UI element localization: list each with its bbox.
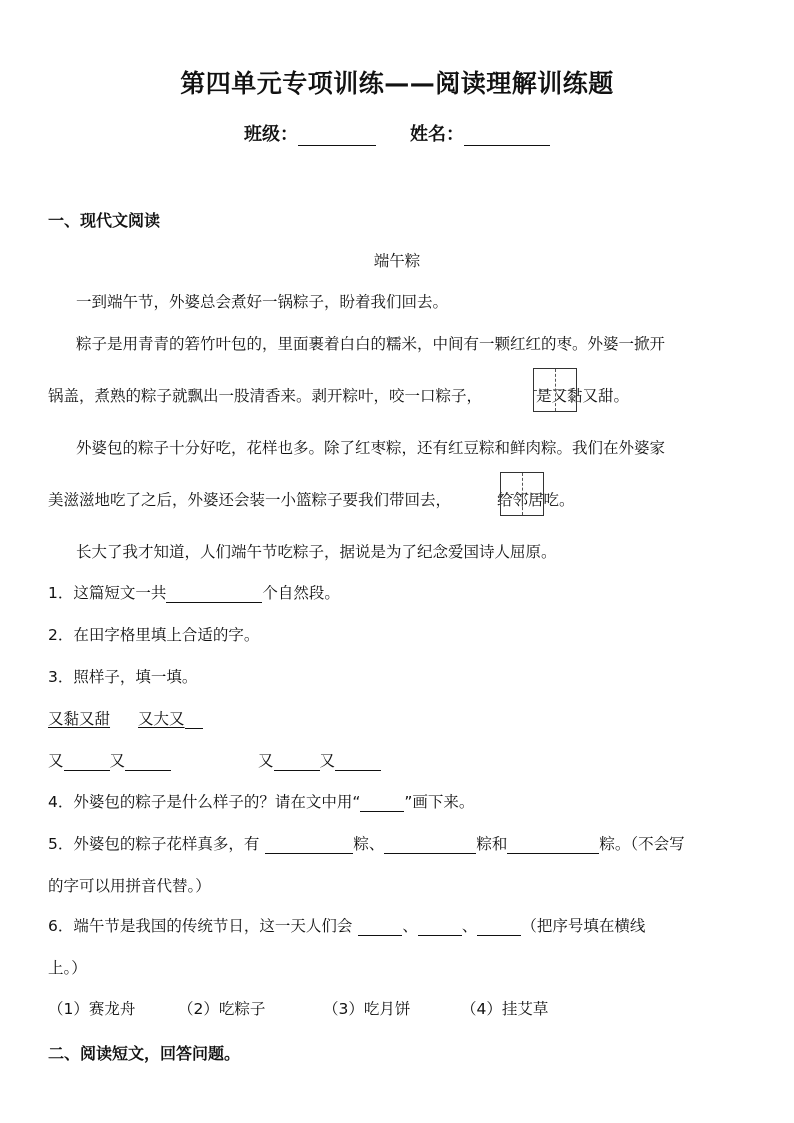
q5-part-b: 粽、 [353, 835, 385, 853]
question-3: 3．照样子，填一填。 [48, 668, 198, 686]
you-3: 又 [258, 752, 274, 770]
question-5 [48, 832, 685, 854]
q6-sep-2: 、 [461, 917, 478, 935]
paragraph-2-line-1: 粽子是用青青的箬竹叶包的，里面裹着白白的糯米，中间有一颗红红的枣。外婆一掀开 [76, 335, 666, 353]
question-2: 2．在田字格里填上合适的字。 [48, 626, 260, 644]
question-5-line-2: 的字可以用拼音代替。） [48, 877, 211, 895]
question-6 [48, 914, 645, 936]
option-2: （2）吃粽子 [178, 1000, 266, 1018]
q6-part-b: （把序号填在横线 [521, 917, 646, 935]
paragraph-3-text-b: 给邻居吃。 [497, 491, 575, 509]
question-1 [48, 581, 340, 603]
q5-part-c: 粽和 [476, 835, 508, 853]
class-label: 班级： [244, 124, 298, 145]
q4-blank[interactable] [360, 795, 404, 812]
q3-blank-2[interactable] [125, 754, 171, 771]
question-1-text: 1．这篇短文一共 [48, 584, 167, 602]
question-4 [48, 790, 474, 812]
question-1-suffix: 个自然段。 [262, 584, 340, 602]
q3-blank-4[interactable] [335, 754, 381, 771]
option-3: （3）吃月饼 [323, 1000, 411, 1018]
name-blank[interactable] [464, 127, 550, 146]
q5-part-d: 粽。（不会写 [599, 835, 685, 853]
you-1: 又 [48, 752, 64, 770]
paragraph-3-line-1: 外婆包的粽子十分好吃，花样也多。除了红枣粽，还有红豆粽和鲜肉粽。我们在外婆家 [76, 439, 666, 457]
q5-blank-2[interactable] [384, 837, 476, 854]
tianzige-box-1[interactable] [533, 368, 577, 412]
q6-sep-1: 、 [402, 917, 418, 935]
paragraph-4: 长大了我才知道，人们端午节吃粽子，据说是为了纪念爱国诗人屈原。 [76, 543, 557, 561]
question-3-fill-row-2 [258, 749, 381, 771]
question-3-fill-row [48, 749, 171, 771]
question-4-text: 4．外婆包的粽子是什么样子的？请在文中用“ [48, 793, 361, 811]
question-6-line-2: 上。） [48, 959, 87, 977]
section-1-heading: 一、现代文阅读 [48, 211, 161, 230]
question-4-suffix: ”画下来。 [404, 793, 475, 811]
question-3-example-row [48, 707, 203, 729]
story-title: 端午粽 [373, 252, 421, 270]
q3-item-blank[interactable] [185, 712, 203, 729]
q3-blank-1[interactable] [64, 754, 110, 771]
section-2-heading: 二、阅读短文，回答问题。 [48, 1044, 241, 1063]
q6-blank-2[interactable] [418, 919, 462, 936]
q5-blank-3[interactable] [507, 837, 599, 854]
name-field [410, 120, 550, 146]
q1-blank[interactable] [166, 586, 262, 603]
paragraph-3-line-2 [48, 488, 575, 510]
q3-item: 又大又 [138, 710, 185, 728]
question-5-text: 5．外婆包的粽子花样真多，有 [48, 835, 260, 853]
q3-blank-3[interactable] [274, 754, 320, 771]
paragraph-2-text-b: 是又黏又甜。 [536, 387, 630, 405]
name-label: 姓名： [410, 124, 464, 145]
page-title: 第四单元专项训练——阅读理解训练题 [180, 69, 614, 98]
class-blank[interactable] [298, 127, 376, 146]
option-1: （1）赛龙舟 [48, 1000, 136, 1018]
option-4: （4）挂艾草 [461, 1000, 549, 1018]
tianzige-box-2[interactable] [500, 472, 544, 516]
q6-blank-3[interactable] [477, 919, 521, 936]
class-field [244, 120, 376, 146]
question-6-text: 6．端午节是我国的传统节日，这一天人们会 [48, 917, 353, 935]
you-2: 又 [109, 752, 126, 770]
paragraph-3-text-a: 美滋滋地吃了之后，外婆还会装一小篮粽子要我们带回去， [48, 491, 452, 509]
q6-blank-1[interactable] [358, 919, 402, 936]
q3-example: 又黏又甜 [48, 710, 111, 728]
q5-blank-1[interactable] [265, 837, 353, 854]
paragraph-2-text-a: 锅盖，煮熟的粽子就飘出一股清香来。剥开粽叶，咬一口粽子， [48, 387, 483, 405]
paragraph-1: 一到端午节，外婆总会煮好一锅粽子，盼着我们回去。 [76, 293, 449, 311]
you-4: 又 [319, 752, 336, 770]
